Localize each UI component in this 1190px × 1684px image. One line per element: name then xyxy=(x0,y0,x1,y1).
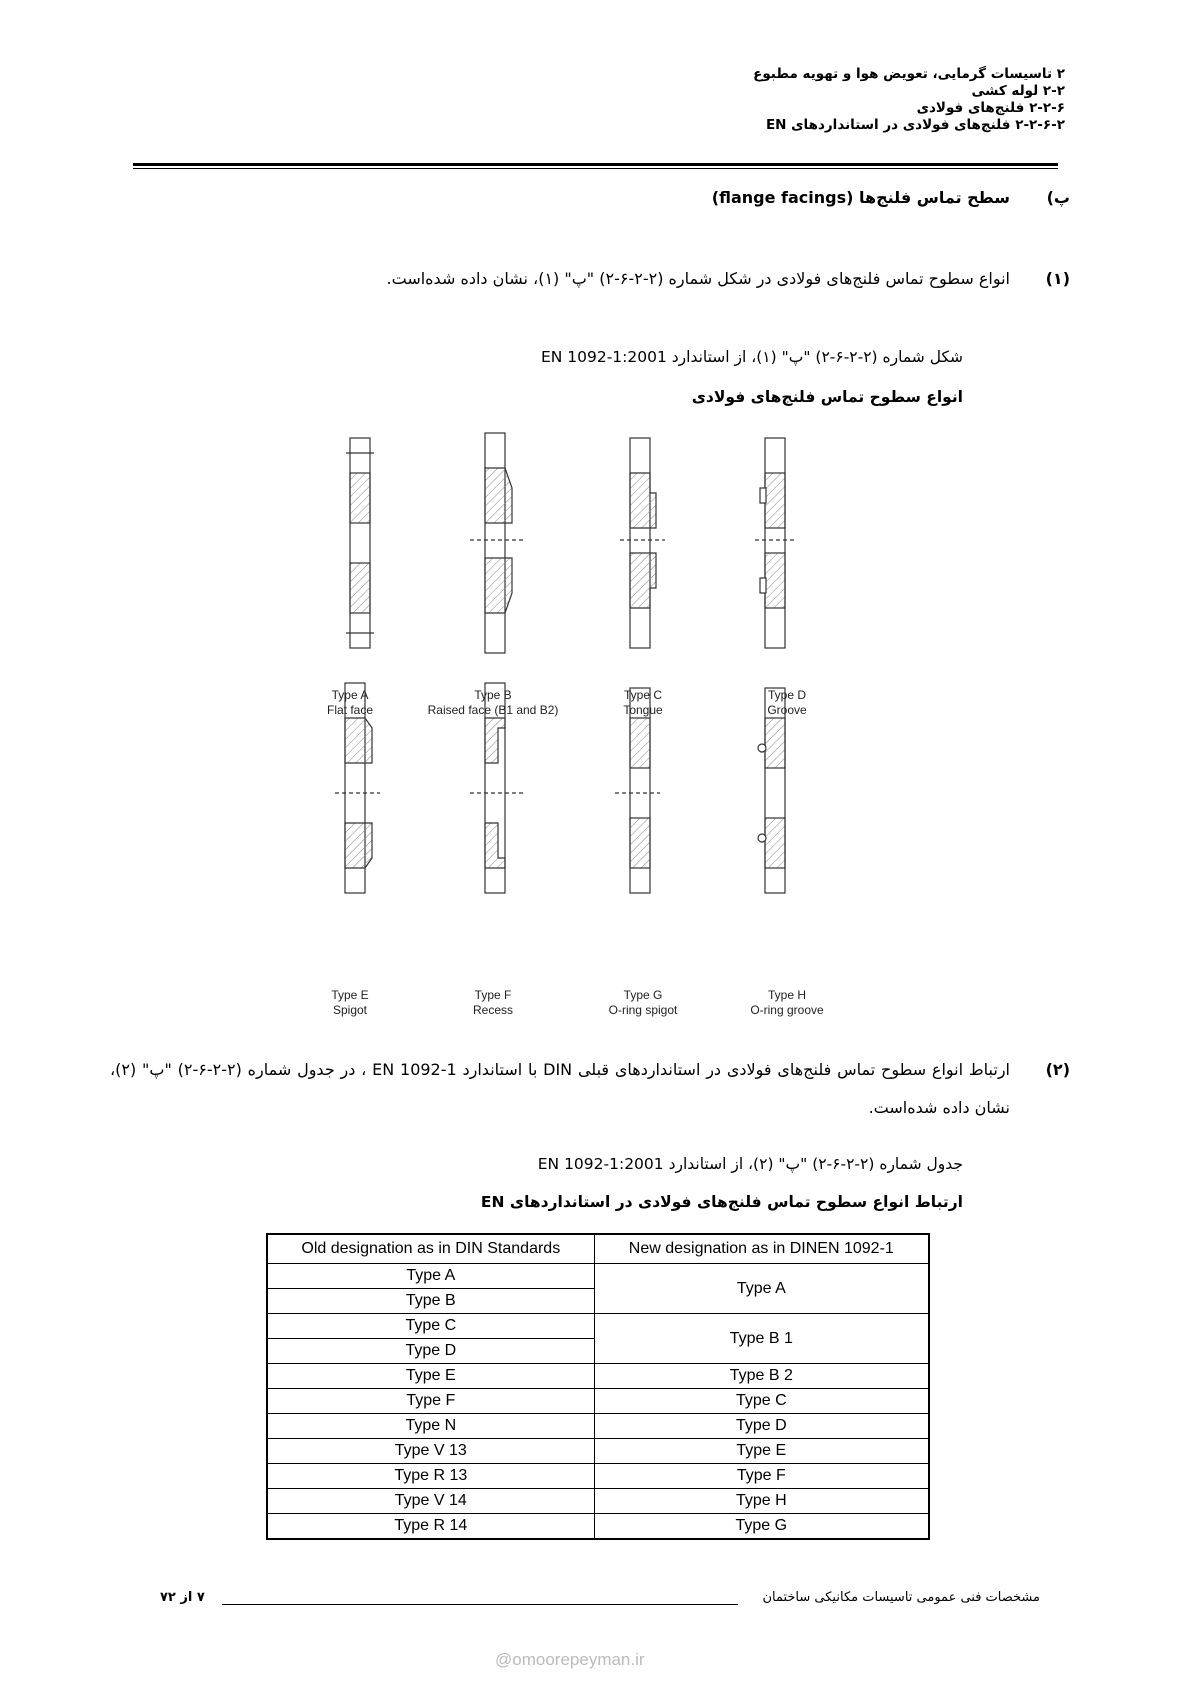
new-cell: Type G xyxy=(594,1514,929,1540)
footer-title: مشخصات فنی عمومی تاسیسات مکانیکی ساختمان xyxy=(762,1590,1040,1605)
flange-type-c-drawing xyxy=(620,438,665,648)
header-line-1: ۲ تاسیسات گرمایی، تعویض هوا و تهویه مطبوع xyxy=(753,66,1065,82)
table-row xyxy=(267,1389,929,1414)
running-header xyxy=(365,66,1065,134)
table-header-row xyxy=(267,1234,929,1264)
old-cell: Type F xyxy=(267,1389,594,1414)
old-cell: Type V 14 xyxy=(267,1489,594,1514)
section-title: سطح تماس فلنج‌ها (flange facings) xyxy=(711,188,1010,207)
column-header-old: Old designation as in DIN Standards xyxy=(267,1234,594,1264)
watermark-url: @omoorepeyman.ir xyxy=(495,1650,645,1669)
designation-table xyxy=(266,1233,930,1540)
column-header-new: New designation as in DINEN 1092-1 xyxy=(594,1234,929,1264)
flange-label-b: Type B Raised face (B1 and B2) xyxy=(427,688,559,717)
new-cell: Type H xyxy=(594,1489,929,1514)
flange-label-a: Type A Flat face xyxy=(326,688,374,717)
new-cell: Type D xyxy=(594,1414,929,1439)
flange-type-d-drawing xyxy=(755,438,795,648)
page-total: ۷۲ xyxy=(160,1590,176,1605)
table-row xyxy=(267,1439,929,1464)
flange-type-b-drawing xyxy=(470,433,525,653)
page-number xyxy=(160,1590,205,1605)
table-caption: جدول شماره (۲-۲-۶-۲) "پ" (۲)، از استاندارد EN 1092-1:2001 xyxy=(537,1155,963,1173)
flange-type-h-drawing xyxy=(758,688,785,893)
table-row xyxy=(267,1414,929,1439)
table-title: ارتباط انواع سطوح تماس فلنج‌های فولادی در استانداردهای EN xyxy=(480,1193,963,1211)
flange-label-e: Type E Spigot xyxy=(331,988,369,1017)
header-rule-thin xyxy=(133,168,1058,169)
table-row xyxy=(267,1489,929,1514)
flange-facings-figure xyxy=(300,428,840,1028)
table-row xyxy=(267,1314,929,1339)
paragraph-2 xyxy=(110,1051,1070,1127)
flange-label-f: Type F Recess xyxy=(472,988,513,1017)
table-row xyxy=(267,1364,929,1389)
flange-label-h: Type H O-ring groove xyxy=(750,988,824,1017)
new-cell: Type B 1 xyxy=(594,1314,929,1364)
flange-label-g: Type G O-ring spigot xyxy=(608,988,678,1017)
new-cell: Type A xyxy=(594,1264,929,1314)
old-cell: Type R 13 xyxy=(267,1464,594,1489)
header-rule xyxy=(133,163,1058,166)
flange-label-d: Type D Groove xyxy=(767,688,807,717)
header-line-4: ۲-۲-۶-۲ فلنج‌های فولادی در استانداردهای EN xyxy=(765,117,1065,133)
old-cell: Type C xyxy=(267,1314,594,1339)
paragraph-2-marker: (۲) xyxy=(1045,1060,1070,1079)
old-cell: Type D xyxy=(267,1339,594,1364)
flange-type-g-drawing xyxy=(615,688,660,893)
table-row xyxy=(267,1264,929,1289)
paragraph-1-text: انواع سطوح تماس فلنج‌های فولادی در شکل شماره (۲-۲-۶-۲) "پ" (۱)، نشان داده شده‌است. xyxy=(386,269,1010,288)
page-current: ۷ xyxy=(196,1590,205,1605)
new-cell: Type C xyxy=(594,1389,929,1414)
paragraph-2-text: ارتباط انواع سطوح تماس فلنج‌های فولادی در استانداردهای قبلی DIN با استاندارد EN 1092-1 ، در جدول شماره (۲-۲-۶-۲) "پ" (۲)، نشان داده شده‌است. xyxy=(110,1060,1011,1117)
section-marker: پ) xyxy=(1046,188,1070,207)
new-cell: Type F xyxy=(594,1464,929,1489)
flange-label-c: Type C Tongue xyxy=(623,688,663,717)
table-row xyxy=(267,1514,929,1540)
header-line-2: ۲-۲ لوله کشی xyxy=(971,83,1065,99)
paragraph-1 xyxy=(110,260,1070,298)
footer-rule xyxy=(222,1604,738,1605)
old-cell: Type E xyxy=(267,1364,594,1389)
old-cell: Type V 13 xyxy=(267,1439,594,1464)
old-cell: Type A xyxy=(267,1264,594,1289)
old-cell: Type N xyxy=(267,1414,594,1439)
table-row xyxy=(267,1464,929,1489)
paragraph-1-marker: (۱) xyxy=(1045,269,1070,288)
header-line-3: ۲-۲-۶ فلنج‌های فولادی xyxy=(916,100,1065,116)
figure-caption: شکل شماره (۲-۲-۶-۲) "پ" (۱)، از استاندارد EN 1092-1:2001 xyxy=(540,348,963,366)
old-cell: Type R 14 xyxy=(267,1514,594,1540)
page-of: از xyxy=(180,1590,193,1605)
old-cell: Type B xyxy=(267,1289,594,1314)
new-cell: Type E xyxy=(594,1439,929,1464)
flange-type-a-drawing xyxy=(346,438,374,648)
new-cell: Type B 2 xyxy=(594,1364,929,1389)
figure-title: انواع سطوح تماس فلنج‌های فولادی xyxy=(691,388,963,406)
